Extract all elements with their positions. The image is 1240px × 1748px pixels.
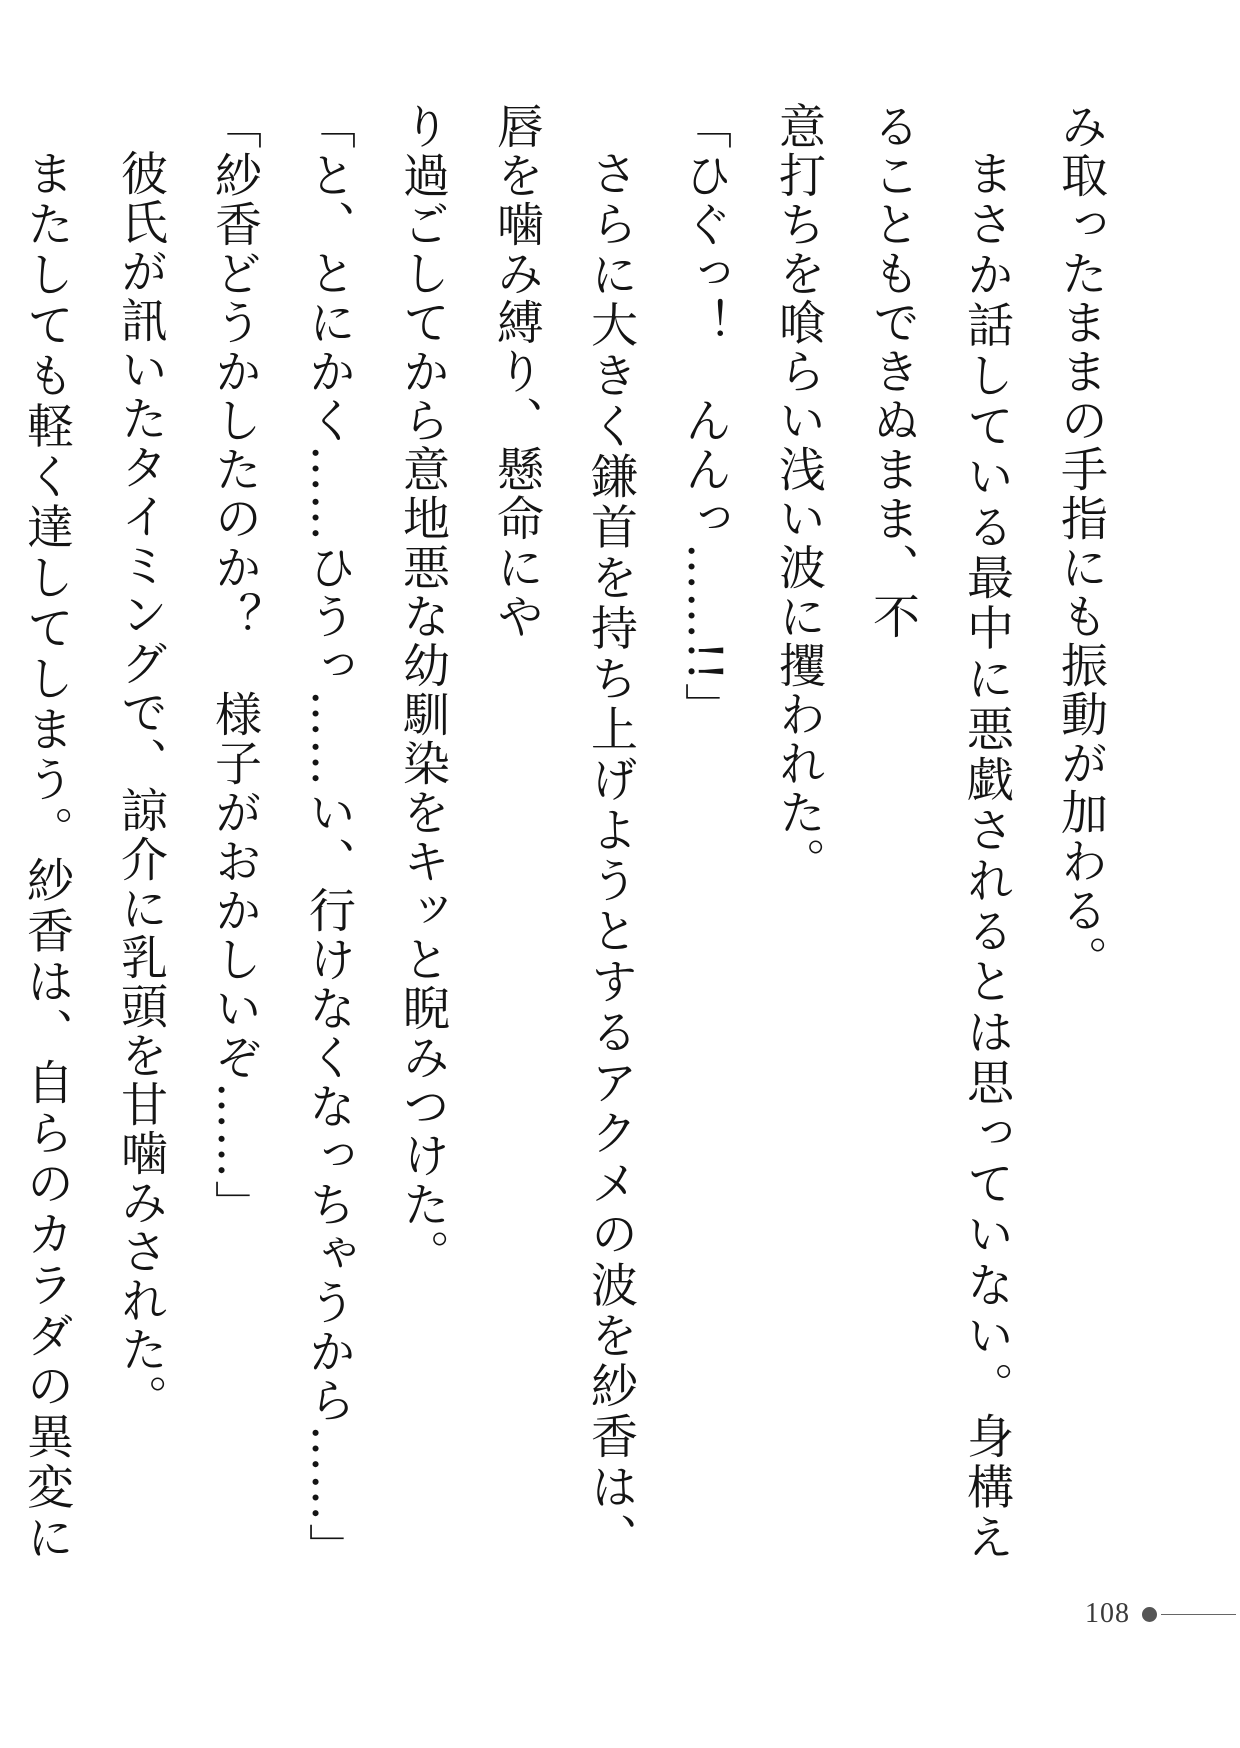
folio-dot-icon bbox=[1142, 1607, 1157, 1622]
dialogue-line: 「紗香どうかしたのか？ 様子がおかしいぞ……」 bbox=[207, 102, 262, 1229]
text-line: 意打ちを喰らい浅い波に攫われた。 bbox=[771, 102, 826, 886]
page-number: 108 bbox=[1085, 1598, 1130, 1629]
text-line: 彼氏が訊いたタイミングで、諒介に乳頭を甘噛みされた。 bbox=[113, 149, 168, 1423]
vertical-text-block bbox=[19, 102, 1127, 1572]
text-line: み取ったままの手指にも振動が加わる。 bbox=[1053, 102, 1108, 984]
text-line: り過ごしてから意地悪な幼馴染をキッと睨みつけた。 bbox=[395, 102, 450, 1278]
text-line: まさか話している最中に悪戯されるとは思っていない。身構えることもできぬまま、不 bbox=[865, 102, 1014, 1562]
dialogue-line: 「ひぐっ！ んんっ……!!」 bbox=[677, 102, 732, 732]
text-line: またしても軽く達してしまう。紗香は、自らのカラダの異変に bbox=[19, 149, 74, 1562]
page-folio bbox=[1085, 1594, 1236, 1634]
dialogue-line: 「と、とにかく……ひうっ……い、行けなくなっちゃうから……」 bbox=[301, 102, 356, 1572]
text-line: さらに大きく鎌首を持ち上げようとするアクメの波を紗香は、唇を噛み縛り、懸命にや bbox=[489, 102, 638, 1562]
folio-rule bbox=[1161, 1614, 1236, 1615]
